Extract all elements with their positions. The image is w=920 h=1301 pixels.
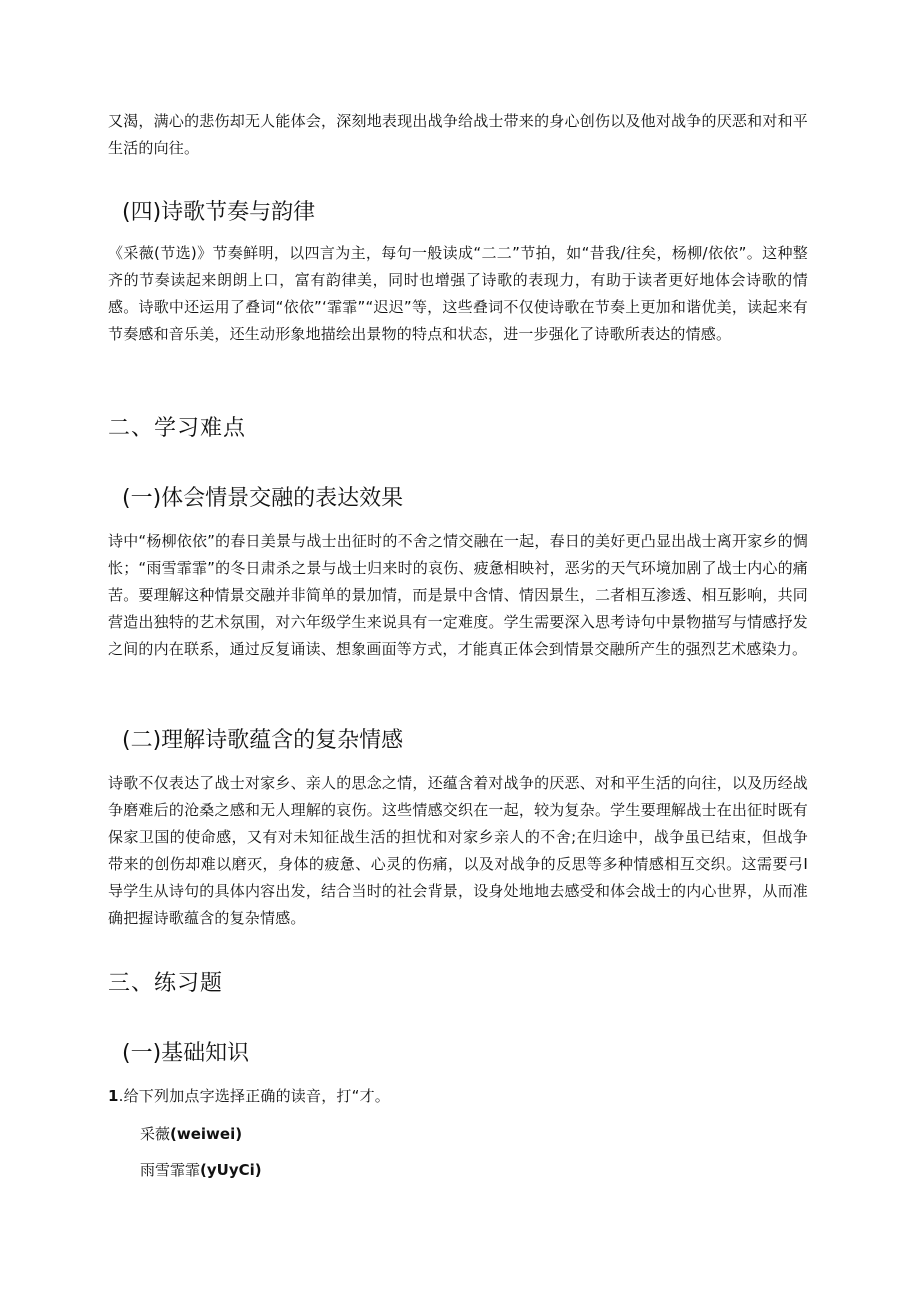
heading-scene-emotion-blend: (一)体会情景交融的表达效果 [122,486,404,511]
heading-basic-knowledge: (一)基础知识 [122,1041,250,1066]
heading-learning-difficulties: 二、学习难点 [108,416,247,441]
heading-exercises: 三、练习题 [108,971,224,996]
heading-complex-emotion: (二)理解诗歌蕴含的复杂情感 [122,728,404,753]
question-text: .给下列加点字选择正确的读音，打“才。 [118,1087,390,1105]
item-pinyin: (weiwei) [170,1125,243,1143]
blend-paragraph: 诗中“杨柳依依”的春日美景与战士出征时的不舍之情交融在一起，春日的美好更凸显出战士离开家乡的惆怅；“雨雪霏霏”的冬日肃杀之景与战士归来时的哀伤、疲惫相映衬，恶劣的天气环境加剧了战士内心的痛苦。要理解这种情景交融并非简单的景加情，而是景中含情、情因景生，二者相互渗透、相互影响，共同营造出独特的艺术氛围，对六年级学生来说具有一定难度。学生需要深入思考诗句中景物描写与情感抒发之间的内在联系，通过反复诵读、想象画面等方式，才能真正体会到情景交融所产生的强烈艺术感染力。 [108,532,808,658]
intro-paragraph: 又渴，满心的悲伤却无人能体会，深刻地表现出战争给战士带来的身心创伤以及他对战争的厌恶和对和平生活的向往。 [108,112,808,157]
question-number: 1 [108,1087,119,1105]
item-pinyin: (yUyCi) [200,1161,262,1179]
rhythm-paragraph: 《采薇(节选)》节奏鲜明，以四言为主，每句一般读成“二二”节拍，如“昔我/往矣，杨柳/依依”。这种整齐的节奏读起来朗朗上口，富有韵律美，同时也增强了诗歌的表现力，有助于读者更好地体会诗歌的情感。诗歌中还运用了叠词“依依”‘霏霏”“迟迟”等，这些叠词不仅使诗歌在节奏上更加和谐优美，读起来有节奏感和音乐美，还生动形象地描绘出景物的特点和状态，进一步强化了诗歌所表达的情感。 [108,244,808,343]
question-1-item-2 [140,1158,262,1182]
heading-rhythm: (四)诗歌节奏与韵律 [122,200,316,225]
item-label: 采薇 [140,1125,171,1143]
question-1 [108,1083,808,1110]
emotion-paragraph: 诗歌不仅表达了战士对家乡、亲人的思念之情，还蕴含着对战争的厌恶、对和平生活的向往，以及历经战争磨难后的沧桑之感和无人理解的哀伤。这些情感交织在一起，较为复杂。学生要理解战士在出征时既有保家卫国的使命感，又有对未知征战生活的担忧和对家乡亲人的不舍;在归途中，战争虽已结束，但战争带来的创伤却难以磨灭，身体的疲惫、心灵的伤痛，以及对战争的反思等多种情感相互交织。这需要弓I导学生从诗句的具体内容出发，结合当时的社会背景，设身处地地去感受和体会战士的内心世界，从而准确把握诗歌蕴含的复杂情感。 [108,774,808,927]
question-1-item-1 [140,1122,242,1146]
item-label: 雨雪霏霏 [140,1161,201,1179]
